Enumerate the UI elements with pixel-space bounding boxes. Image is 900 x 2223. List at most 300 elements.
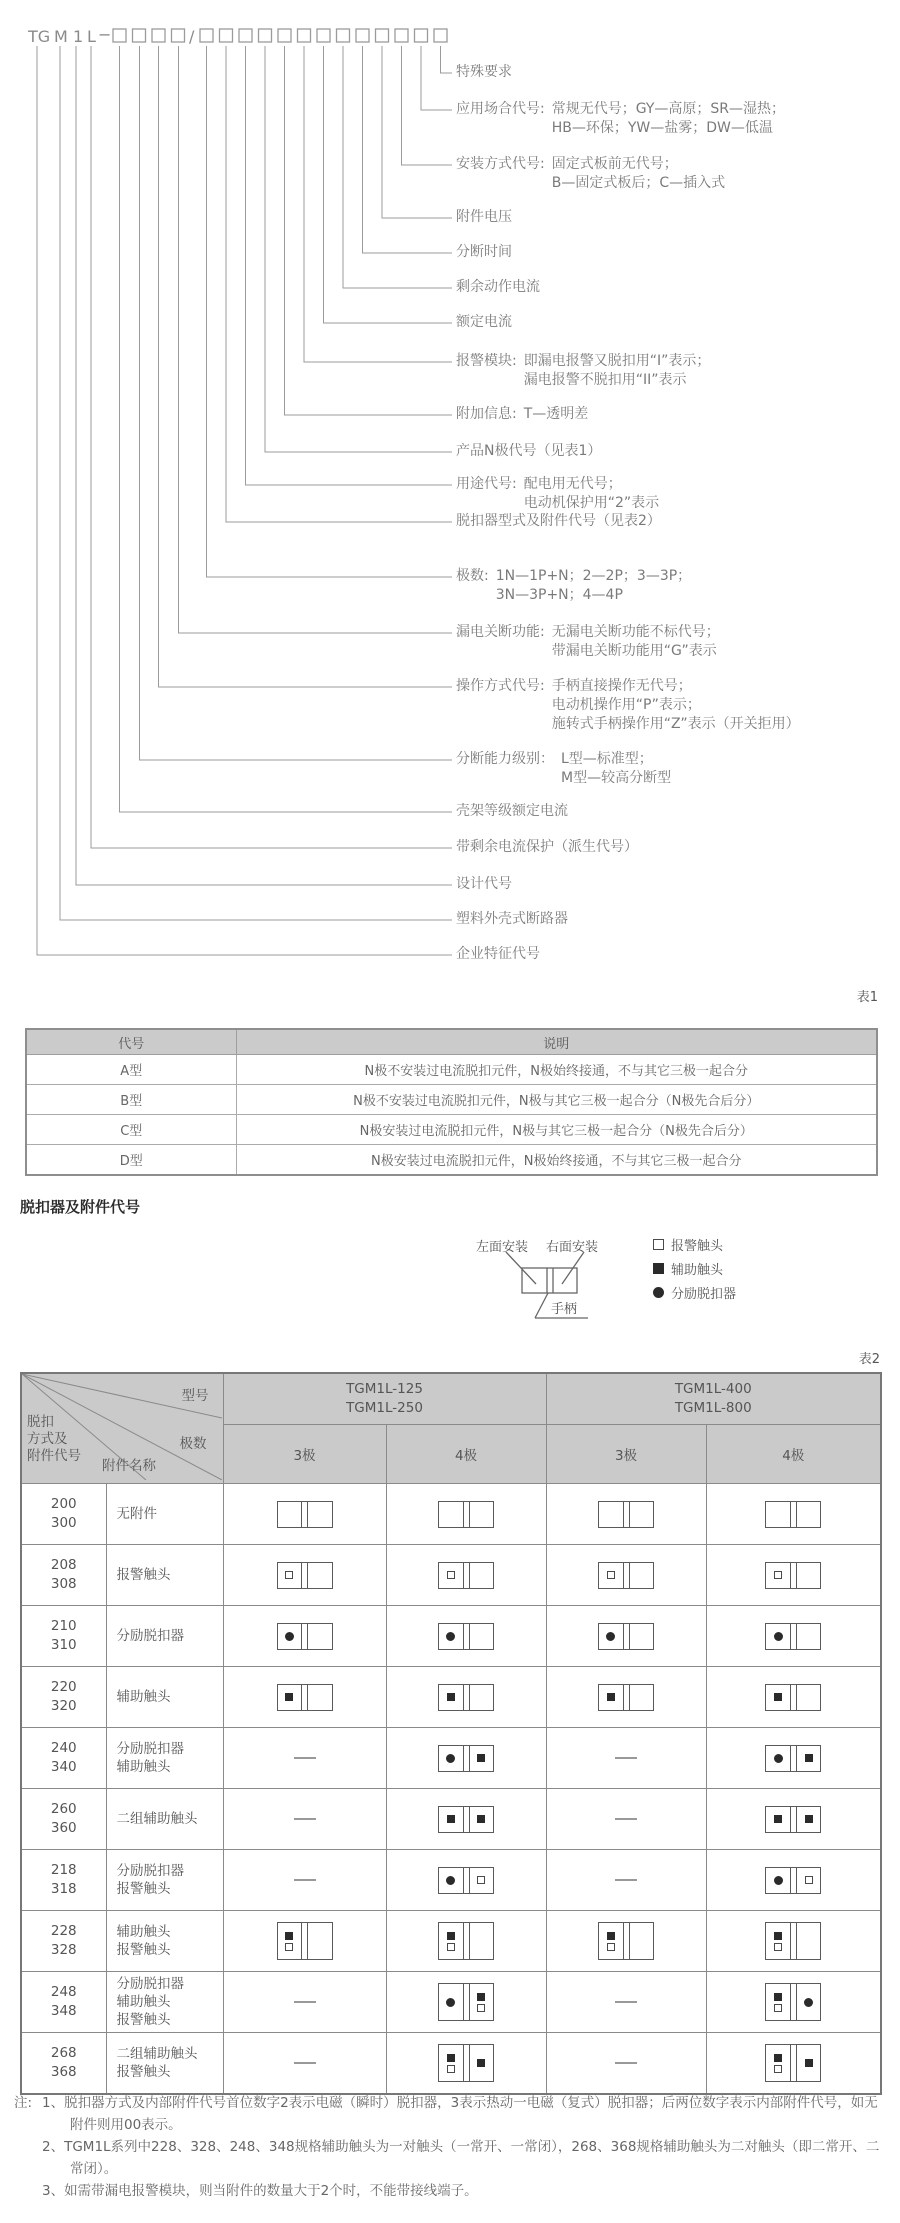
designation-label	[456, 875, 519, 894]
accessory-name-line: 分励脱扣器	[116, 1863, 184, 1879]
designation-label	[456, 475, 659, 513]
accessory-symbol	[598, 1922, 654, 1960]
table-row	[21, 1972, 881, 2033]
symbol-cell	[546, 1911, 706, 1972]
right-compartment	[308, 1923, 332, 1959]
alarm-contact-marker	[285, 1571, 293, 1579]
accessory-symbol	[765, 1867, 821, 1894]
trip-codes	[22, 1556, 106, 1594]
leader-line	[265, 46, 452, 452]
designation-label	[456, 623, 720, 661]
symbol-cell	[546, 1728, 706, 1789]
accessory-symbol	[277, 1922, 333, 1960]
designation-label-line: 1N—1P+N；2—2P；3—3P；	[495, 568, 692, 584]
handle-strip	[790, 1868, 797, 1893]
shunt-release-marker	[804, 1998, 813, 2007]
symbol-cell	[706, 1728, 881, 1789]
accessory-symbol	[277, 1623, 333, 1650]
leader-line	[120, 46, 453, 812]
designation-label-line: HB—环保；YW—盐雾；DW—低温	[551, 120, 773, 136]
accessory-symbol	[765, 1983, 821, 2021]
designation-label-line: B—固定式板后；C—插入式	[551, 175, 726, 191]
no-accessory-dash	[294, 1879, 316, 1881]
alarm-contact-marker	[607, 1571, 615, 1579]
handle-strip	[790, 1624, 797, 1649]
handle-strip	[790, 1685, 797, 1710]
symbol-cell	[386, 1606, 546, 1667]
accessory-name-line: 分励脱扣器	[116, 1741, 184, 1757]
designation-label-title: 设计代号	[456, 876, 512, 892]
aux-contact-marker	[774, 1932, 782, 1940]
symbol-cell	[546, 1606, 706, 1667]
legend-label: 报警触头	[671, 1238, 724, 1254]
model-prefix-char: 1	[73, 27, 84, 46]
designation-label-title: 附件电压	[456, 209, 512, 225]
no-accessory-dash	[615, 1879, 637, 1881]
designation-label-detail	[552, 100, 785, 138]
designation-label-line: T—透明差	[523, 406, 589, 422]
accessory-name-line: 分励脱扣器	[116, 1628, 184, 1644]
legend-item	[653, 1234, 723, 1254]
trip-code: 240	[50, 1740, 77, 1756]
no-accessory-dash	[294, 2001, 316, 2003]
leader-line	[343, 46, 452, 288]
notes-tag: 注:	[14, 2095, 33, 2111]
left-compartment	[766, 1502, 790, 1527]
right-compartment	[630, 1563, 654, 1588]
symbol-cell	[546, 1972, 706, 2033]
accessory-symbol	[765, 1684, 821, 1711]
accessory-symbol	[765, 1922, 821, 1960]
handle-strip	[623, 1563, 630, 1588]
designation-label	[456, 838, 645, 857]
designation-label-title: 漏电关断功能:	[456, 624, 545, 640]
code-name: B型	[26, 1085, 236, 1115]
n-pole-code-table	[25, 1028, 878, 1176]
code-name: D型	[26, 1145, 236, 1176]
designation-label	[456, 512, 668, 531]
aux-contact-marker	[774, 1693, 782, 1701]
aux-contact-marker	[477, 1993, 485, 2001]
trip-code: 320	[50, 1698, 77, 1714]
right-compartment	[470, 1685, 494, 1710]
trip-code-cell	[21, 1789, 106, 1850]
note-item: 2、TGM1L系列中228、328、248、348规格辅助触头为一对触头（一常开、一常闭），268、368规格辅助触头为二对触头（即二常开、二常闭）。	[42, 2139, 880, 2177]
notes	[14, 2092, 888, 2202]
trip-code: 220	[50, 1679, 77, 1695]
designation-label-title: 附加信息:	[456, 406, 517, 422]
symbol-cell	[546, 1545, 706, 1606]
code-box	[337, 29, 350, 42]
right-compartment	[797, 1685, 821, 1710]
accessory-symbol	[438, 1684, 494, 1711]
table-row	[26, 1145, 877, 1176]
code-box	[376, 29, 389, 42]
aux-contact-marker	[477, 1754, 485, 1762]
note-item: 3、如需带漏电报警模块，则当附件的数量大于2个时，不能带接线端子。	[42, 2183, 478, 2199]
accessory-symbol	[438, 1562, 494, 1589]
left-compartment	[439, 1563, 463, 1588]
shunt-release-marker	[446, 1632, 455, 1641]
designation-label	[456, 63, 519, 82]
accessory-name-line: 二组辅助触头	[116, 1811, 198, 1827]
symbol-cell	[706, 1789, 881, 1850]
accessory-name-cell	[106, 1972, 223, 2033]
symbol-cell	[223, 1789, 386, 1850]
accessory-name-cell	[106, 1484, 223, 1545]
code-description: N极安装过电流脱扣元件，N极始终接通，不与其它三极一起合分	[236, 1145, 877, 1176]
aux-contact-marker	[447, 1693, 455, 1701]
symbol-cell	[706, 1972, 881, 2033]
leader-line	[140, 46, 453, 760]
symbol-cell	[386, 1667, 546, 1728]
right-compartment	[630, 1502, 654, 1527]
handle-strip	[301, 1563, 308, 1588]
trip-code-cell	[21, 1484, 106, 1545]
symbol-cell	[706, 1911, 881, 1972]
table-row	[26, 1115, 877, 1145]
right-install-label: 右面安装	[546, 1240, 599, 1255]
note-item: 1、脱扣器方式及内部附件代号首位数字2表示电磁（瞬时）脱扣器，3表示热动一电磁（复式）脱扣器；后两位数字表示内部附件代号，如无附件则用00表示。	[42, 2095, 878, 2133]
legend-label: 辅助触头	[671, 1262, 724, 1278]
right-compartment	[797, 1563, 821, 1588]
no-accessory-dash	[294, 1818, 316, 1820]
right-compartment	[308, 1502, 332, 1527]
aux-contact-marker	[447, 1815, 455, 1823]
trip-code: 248	[50, 1984, 77, 2000]
right-compartment	[797, 2045, 821, 2081]
trip-code: 208	[50, 1557, 77, 1573]
trip-codes	[22, 1617, 106, 1655]
left-compartment	[439, 1685, 463, 1710]
trip-code: 310	[50, 1637, 77, 1653]
shunt-release-marker	[285, 1632, 294, 1641]
model-prefix-char: M	[54, 27, 68, 46]
legend-item	[653, 1282, 736, 1302]
designation-label-title: 分断能力级别：	[456, 751, 554, 767]
accessory-symbol	[438, 1867, 494, 1894]
leader-line	[159, 46, 453, 687]
aux-contact-marker	[607, 1693, 615, 1701]
no-accessory-dash	[615, 1818, 637, 1820]
symbol-cell	[223, 1728, 386, 1789]
right-compartment	[470, 1923, 494, 1959]
right-compartment	[470, 1502, 494, 1527]
designation-label-title: 带剩余电流保护（派生代号）	[456, 839, 638, 855]
leader-line	[226, 46, 452, 522]
symbol-cell	[223, 1606, 386, 1667]
trip-code: 218	[50, 1862, 77, 1878]
right-compartment	[470, 1563, 494, 1588]
designation-label-line: M型—较高分断型	[561, 770, 672, 786]
alarm-contact-marker	[805, 1876, 813, 1884]
designation-label-title: 产品N极代号（见表1）	[456, 443, 602, 459]
table-row	[21, 1545, 881, 1606]
symbol-cell	[386, 1972, 546, 2033]
alarm-contact-marker	[607, 1943, 615, 1951]
table-row	[26, 1055, 877, 1085]
symbol-cell	[706, 1606, 881, 1667]
trip-codes	[22, 1495, 106, 1533]
right-compartment	[470, 1807, 494, 1832]
designation-label-detail	[552, 677, 800, 734]
accessory-symbol	[277, 1501, 333, 1528]
designation-label-title: 应用场合代号:	[456, 101, 545, 117]
right-compartment	[797, 1807, 821, 1832]
model-name: TGM1L-250	[346, 1400, 423, 1416]
accessory-symbol	[765, 1745, 821, 1772]
trip-code: 228	[50, 1923, 77, 1939]
symbol-cell	[546, 1850, 706, 1911]
code-box	[133, 29, 146, 42]
designation-label-title: 操作方式代号:	[456, 678, 545, 694]
code-box	[239, 29, 252, 42]
handle-strip	[790, 1807, 797, 1832]
corner-poles-label: 极数	[179, 1436, 207, 1452]
symbol-cell	[223, 1911, 386, 1972]
leader-line	[76, 46, 452, 885]
trip-codes	[22, 1739, 106, 1777]
symbol-cell	[386, 1850, 546, 1911]
right-compartment	[308, 1685, 332, 1710]
trip-code: 200	[50, 1496, 77, 1512]
left-compartment	[439, 1746, 463, 1771]
corner-trip-code-label	[27, 1414, 81, 1465]
alarm-contact-marker	[477, 1876, 485, 1884]
accessory-name-cell	[106, 1850, 223, 1911]
right-compartment	[797, 1868, 821, 1893]
handle-strip	[623, 1685, 630, 1710]
corner-trip-code-line: 附件代号	[27, 1448, 81, 1464]
handle-strip	[463, 1746, 470, 1771]
accessory-symbol	[438, 1806, 494, 1833]
accessory-symbol	[277, 1684, 333, 1711]
left-compartment	[766, 1624, 790, 1649]
table-row	[26, 1085, 877, 1115]
left-compartment	[439, 1868, 463, 1893]
shunt-release-marker	[774, 1632, 783, 1641]
table1-header-row	[26, 1029, 877, 1055]
symbol-cell	[706, 1850, 881, 1911]
right-compartment	[308, 1563, 332, 1588]
left-compartment	[599, 1685, 623, 1710]
accessory-symbol	[438, 1922, 494, 1960]
accessory-symbol	[438, 1983, 494, 2021]
designation-label-line: 电动机操作用“P”表示；	[551, 697, 701, 713]
symbol-cell	[223, 2033, 386, 2095]
leader-line	[441, 46, 453, 73]
note-items	[42, 2092, 888, 2202]
designation-label	[456, 802, 575, 821]
right-compartment	[797, 1502, 821, 1527]
symbol-cell	[546, 1667, 706, 1728]
designation-label	[456, 352, 710, 390]
designation-label-title: 塑料外壳式断路器	[456, 911, 568, 927]
leader-line	[246, 46, 453, 485]
right-compartment	[470, 1868, 494, 1893]
designation-label-line: 固定式板前无代号；	[551, 156, 678, 172]
left-compartment	[599, 1502, 623, 1527]
pole-header: 4极	[386, 1425, 546, 1484]
aux-contact-marker	[285, 1693, 293, 1701]
symbol-cell	[386, 1789, 546, 1850]
right-compartment	[797, 1624, 821, 1649]
designation-label	[456, 945, 547, 964]
symbol-cell	[386, 1545, 546, 1606]
designation-label	[456, 155, 725, 193]
trip-code: 318	[50, 1881, 77, 1897]
corner-accessory-label: 附件名称	[102, 1458, 156, 1474]
accessory-name-line: 辅助触头	[116, 1689, 171, 1705]
accessory-name-line: 报警触头	[116, 1567, 171, 1583]
designation-label-line: 手柄直接操作无代号；	[551, 678, 692, 694]
symbol-cell	[546, 1789, 706, 1850]
shunt-release-marker	[446, 1998, 455, 2007]
alarm-contact-marker	[774, 1571, 782, 1579]
symbol-cell	[706, 1667, 881, 1728]
shunt-release-marker	[446, 1754, 455, 1763]
code-box	[434, 29, 447, 42]
leader-line	[207, 46, 453, 577]
designation-label	[456, 243, 519, 262]
table2-tag: 表2	[858, 1352, 880, 1367]
trip-code-cell	[21, 2033, 106, 2095]
designation-label-line: 即漏电报警又脱扣用“I”表示；	[523, 353, 711, 369]
designation-label-line: 常规无代号；GY—高原；SR—湿热；	[551, 101, 786, 117]
code-box	[298, 29, 311, 42]
symbol-cell	[706, 2033, 881, 2095]
pole-header: 3极	[546, 1425, 706, 1484]
designation-label	[456, 910, 575, 929]
handle-strip	[463, 1685, 470, 1710]
shunt-release-marker	[653, 1287, 664, 1298]
code-box	[317, 29, 330, 42]
code-description: N极不安装过电流脱扣元件，N极始终接通，不与其它三极一起合分	[236, 1055, 877, 1085]
designation-label-title: 分断时间	[456, 244, 512, 260]
designation-label-line: 配电用无代号；	[523, 476, 622, 492]
legend-label: 分励脱扣器	[671, 1286, 737, 1302]
model-dash: −	[98, 25, 112, 44]
designation-label-line: 3N—3P+N；4—4P	[495, 587, 623, 603]
symbol-cell	[386, 1911, 546, 1972]
left-compartment	[766, 1868, 790, 1893]
right-compartment	[630, 1685, 654, 1710]
handle-strip	[301, 1685, 308, 1710]
leader-line	[179, 46, 453, 633]
table-row	[21, 1667, 881, 1728]
handle-strip	[790, 1563, 797, 1588]
designation-label	[456, 442, 608, 461]
symbol-cell	[223, 1972, 386, 2033]
alarm-contact-marker	[653, 1239, 664, 1250]
model-prefix-char: TG	[28, 27, 51, 46]
designation-label	[456, 313, 519, 332]
trip-code-cell	[21, 1606, 106, 1667]
symbol-cell	[706, 1484, 881, 1545]
trip-code: 360	[50, 1820, 77, 1836]
right-compartment	[470, 1984, 494, 2020]
corner-model-label: 型号	[181, 1388, 209, 1404]
handle-strip	[301, 1923, 308, 1959]
designation-label-title: 脱扣器型式及附件代号（见表2）	[456, 513, 661, 529]
left-compartment	[766, 2045, 790, 2081]
handle-strip	[463, 1923, 470, 1959]
trip-codes	[22, 1800, 106, 1838]
aux-contact-marker	[477, 1815, 485, 1823]
accessory-name-line: 辅助触头	[116, 1924, 171, 1940]
code-box	[172, 29, 185, 42]
table-row	[21, 1484, 881, 1545]
model-designation-diagram	[0, 0, 900, 985]
handle-strip	[623, 1923, 630, 1959]
left-compartment	[278, 1685, 302, 1710]
alarm-contact-marker	[447, 1943, 455, 1951]
leader-lines	[37, 46, 452, 955]
shunt-release-marker	[606, 1632, 615, 1641]
accessory-name-cell	[106, 1728, 223, 1789]
code-box	[278, 29, 291, 42]
no-accessory-dash	[615, 2062, 637, 2064]
alarm-contact-marker	[447, 1571, 455, 1579]
left-compartment	[766, 1807, 790, 1832]
designation-label-line: 漏电报警不脱扣用“II”表示	[523, 372, 687, 388]
handle-label: 手柄	[551, 1302, 578, 1317]
leader-line	[402, 46, 453, 165]
shunt-release-marker	[446, 1876, 455, 1885]
table-row	[21, 2033, 881, 2095]
handle-strip	[463, 1984, 470, 2020]
model-name: TGM1L-800	[674, 1400, 752, 1416]
handle-strip	[790, 2045, 797, 2081]
accessory-symbol	[765, 1501, 821, 1528]
table-row	[21, 1789, 881, 1850]
symbol-cell	[223, 1484, 386, 1545]
designation-label-title: 额定电流	[456, 314, 512, 330]
handle-strip	[790, 1746, 797, 1771]
code-name: A型	[26, 1055, 236, 1085]
accessory-symbol	[765, 1806, 821, 1833]
accessory-name-cell	[106, 1911, 223, 1972]
aux-contact-marker	[774, 1993, 782, 2001]
code-description: N极不安装过电流脱扣元件，N极与其它三极一起合分（N极先合后分）	[236, 1085, 877, 1115]
aux-contact-marker	[447, 2054, 455, 2062]
symbol-cell	[386, 1484, 546, 1545]
code-box	[220, 29, 233, 42]
designation-label-detail	[524, 405, 589, 424]
trip-code-cell	[21, 1728, 106, 1789]
left-compartment	[599, 1563, 623, 1588]
leader-line	[382, 46, 452, 218]
left-compartment	[766, 1923, 790, 1959]
designation-label	[456, 750, 671, 788]
left-compartment	[278, 1923, 302, 1959]
code-box	[113, 29, 126, 42]
handle-strip	[301, 1502, 308, 1527]
accessory-symbol	[765, 1623, 821, 1650]
handle-strip	[790, 1502, 797, 1527]
accessory-symbol	[765, 2044, 821, 2082]
trip-code: 308	[50, 1576, 77, 1592]
model-name: TGM1L-125	[346, 1381, 423, 1397]
right-compartment	[470, 1746, 494, 1771]
t2-header-row-models	[21, 1373, 881, 1425]
trip-code: 368	[50, 2064, 77, 2080]
no-accessory-dash	[615, 2001, 637, 2003]
aux-contact-marker	[477, 2059, 485, 2067]
trip-code: 260	[50, 1801, 77, 1817]
trip-codes	[22, 1861, 106, 1899]
left-compartment	[766, 1685, 790, 1710]
